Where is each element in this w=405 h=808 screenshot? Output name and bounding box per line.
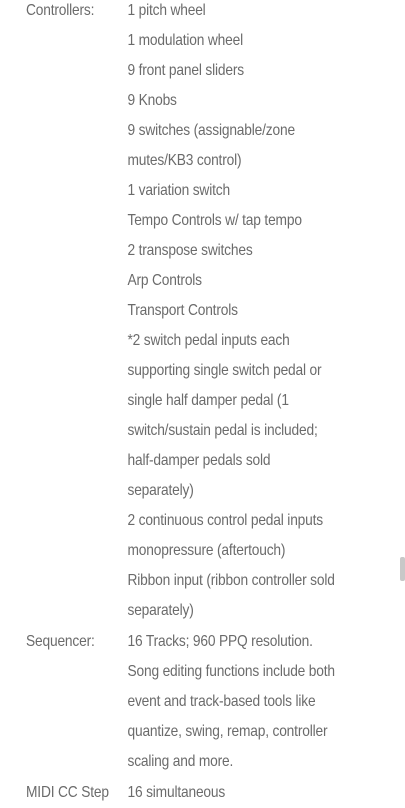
spec-row-midi-cc bbox=[26, 778, 336, 808]
spec-value: Arp Controls bbox=[127, 272, 202, 289]
spec-value: 16 Tracks; 960 PPQ resolution. Song editing functions include both event and track-based tools like quantize, swing, remap, controller scaling and more. bbox=[127, 633, 335, 770]
spec-value: 2 transpose switches bbox=[127, 242, 253, 259]
spec-values bbox=[127, 627, 335, 777]
spec-row-sequencer bbox=[26, 627, 336, 777]
spec-value: Transport Controls bbox=[127, 302, 238, 319]
spec-value: 16 simultaneous bbox=[127, 784, 226, 801]
spec-table bbox=[26, 0, 336, 808]
spec-value: Tempo Controls w/ tap tempo bbox=[127, 212, 302, 229]
scrollbar-thumb[interactable] bbox=[400, 557, 405, 581]
spec-value: Ribbon input (ribbon controller sold separately) bbox=[127, 572, 335, 619]
spec-value: 1 variation switch bbox=[127, 182, 230, 199]
spec-value: 2 continuous control pedal inputs monopressure (aftertouch) bbox=[127, 512, 323, 559]
spec-value: 1 pitch wheel bbox=[127, 2, 206, 19]
spec-value: 9 switches (assignable/zone mutes/KB3 control) bbox=[127, 122, 295, 169]
spec-value: 9 Knobs bbox=[127, 92, 177, 109]
spec-label: Controllers: bbox=[26, 2, 95, 19]
spec-row-controllers bbox=[26, 0, 336, 626]
spec-value: 9 front panel sliders bbox=[127, 62, 244, 79]
spec-label: Sequencer: bbox=[26, 633, 95, 650]
spec-label: MIDI CC Step bbox=[26, 784, 109, 801]
spec-values bbox=[127, 778, 335, 808]
spec-values bbox=[127, 0, 335, 626]
spec-value: 1 modulation wheel bbox=[127, 32, 243, 49]
spec-value: *2 switch pedal inputs each supporting single switch pedal or single half damper pedal (1 switch/sustain pedal is included; half-damper pedals sold separately) bbox=[127, 332, 322, 499]
